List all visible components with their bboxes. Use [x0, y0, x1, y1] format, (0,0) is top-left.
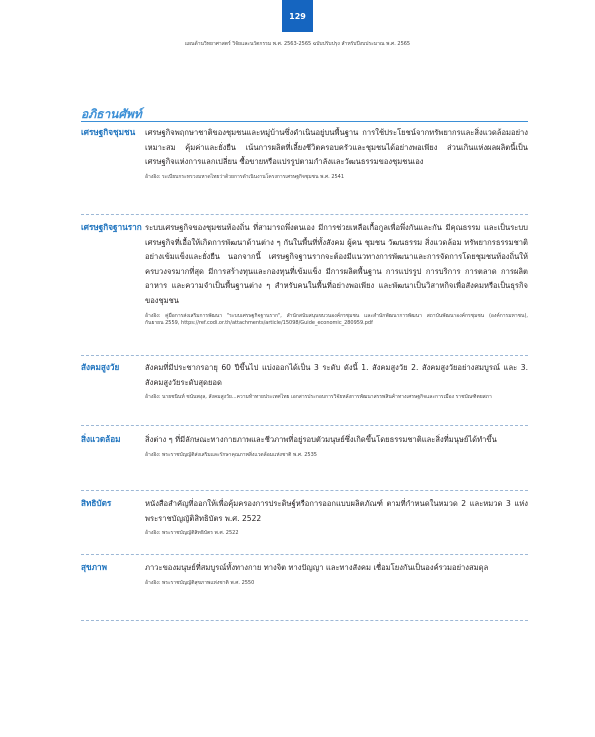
glossary-definition	[145, 361, 528, 402]
page-number-badge: 129	[282, 0, 313, 32]
title-rule	[81, 121, 528, 122]
glossary-definition	[145, 433, 528, 459]
glossary-definition	[145, 221, 528, 327]
glossary-definition	[145, 561, 528, 587]
glossary-term: เศรษฐกิจชุมชน	[81, 127, 136, 137]
definition-text: เศรษฐกิจพฤกษาชาติของชุมชนและหมู่บ้านซึ่งดำเนินอยู่บนพื้นฐาน การใช้ประโยชน์จากทรัพยากรและสิ่งแวดล้อมอย่างเหมาะสม คุ้มค่าและยั่งยืน เน้นการผลิตที่เลี้ยงชีวิตครอบครัวและชุมชนได้อย่างพอเพียง ส่วนเกินแห่งผลผลิตนี้เป็นเศรษฐกิจแห่งการแลกเปลี่ยน ซื้อขายหรือแปรรูปตามกำลังและวัฒนธรรมของชุมชนเอง	[145, 128, 528, 167]
glossary-term: สุขภาพ	[81, 562, 107, 572]
glossary-term: สังคมสูงวัย	[81, 362, 120, 372]
entry-divider	[81, 620, 528, 621]
definition-reference: อ้างอิง: พระราชบัญญัติส่งเสริมและรักษาคุณภาพสิ่งแวดล้อมแห่งชาติ พ.ศ. 2535	[145, 451, 317, 458]
glossary-term: สิ่งแวดล้อม	[81, 434, 121, 444]
glossary-definition	[145, 126, 528, 181]
definition-text: ระบบเศรษฐกิจของชุมชนท้องถิ่น ที่สามารถพึ่งตนเอง มีการช่วยเหลือเกื้อกูลเพื่อพึ่งกันและกัน มีคุณธรรม และเป็นระบบเศรษฐกิจที่เอื้อให้เกิดการพัฒนาด้านต่าง ๆ กันในพื้นที่ทั้งสังคม ผู้คน ชุมชน วัฒนธรรม สิ่งแวดล้อม ทรัพยากรธรรมชาติอย่างเข้มแข็งและยั่งยืน นอกจากนี้ เศรษฐกิจฐานรากจะต้องมีแนวทางการพัฒนาและการจัดการโดยชุมชนท้องถิ่นให้ครบวงจรมากที่สุด มีการสร้างทุนและกองทุนที่เข้มแข็ง มีการผลิตพื้นฐาน การแปรรูป การบริการ การตลาด การผลิตอาหาร และความจำเป็นพื้นฐานต่าง ๆ สำหรับคนในพื้นที่อย่างพอเพียง และพัฒนาเป็นวิสาหกิจเพื่อสังคมหรือเป็นธุรกิจของชุมชน	[145, 223, 528, 305]
glossary-definition	[145, 497, 528, 538]
definition-reference: อ้างอิง: นายชนินท์ ชนันพงุล, สังคมสูงวัย...ความท้าทายประเทศไทย เอกสารประกอบการวิจัยหลังการพัฒนาสรรพสินค้าทางเศรษฐกิจและการเมือง ราชบัณฑิตยสภา	[145, 394, 492, 401]
definition-reference: อ้างอิง: คู่มือการส่งเสริมการพัฒนา "ระบบเศรษฐกิจฐานราก", สำนักสนับสนุนขบวนองค์กรชุมชน และสำนักพัฒนาการพัฒนา สถาบันพัฒนาองค์กรชุมชน (องค์การมหาชน), กันยายน 2559, https://ref.codi.or.th/attachments/article/15098/Guide_economic_280959.pdf	[145, 312, 528, 326]
glossary-term: สิทธิบัตร	[81, 498, 112, 508]
definition-reference: อ้างอิง: พระราชบัญญัติสิทธิบัตร พ.ศ. 2522	[145, 530, 239, 537]
running-header: แผนด้านวิทยาศาสตร์ วิจัยและนวัตกรรม พ.ศ. 2563-2565 ฉบับปรับปรุง สำหรับปีงบประมาณ พ.ศ. 2565	[184, 41, 411, 47]
section-title: อภิธานศัพท์	[81, 107, 142, 121]
definition-reference: อ้างอิง: ระเบียบกระทรวงมหาดไทยว่าด้วยการดำเนินงานโครงการเศรษฐกิจชุมชน พ.ศ. 2541	[145, 173, 345, 180]
definition-reference: อ้างอิง: พระราชบัญญัติสุขภาพแห่งชาติ พ.ศ. 2550	[145, 579, 255, 586]
definition-text: สิ่งต่าง ๆ ที่มีลักษณะทางกายภาพและชีวภาพที่อยู่รอบตัวมนุษย์ซึ่งเกิดขึ้นโดยธรรมชาติและสิ่งที่มนุษย์ได้ทำขึ้น	[145, 435, 497, 444]
glossary-term: เศรษฐกิจฐานราก	[81, 222, 142, 232]
entry-divider	[81, 425, 528, 426]
entry-divider	[81, 490, 528, 491]
entry-divider	[81, 214, 528, 215]
entry-divider	[81, 554, 528, 555]
definition-text: หนังสือสำคัญที่ออกให้เพื่อคุ้มครองการประดิษฐ์หรือการออกแบบผลิตภัณฑ์ ตามที่กำหนดในหมวด 2 และหมวด 3 แห่งพระราชบัญญัติสิทธิบัตร พ.ศ. 2522	[145, 499, 528, 523]
entry-divider	[81, 355, 528, 356]
definition-text: ภาวะของมนุษย์ที่สมบูรณ์ทั้งทางกาย ทางจิต ทางปัญญา และทางสังคม เชื่อมโยงกันเป็นองค์รวมอย่างสมดุล	[145, 563, 489, 572]
definition-text: สังคมที่มีประชากรอายุ 60 ปีขึ้นไป แบ่งออกได้เป็น 3 ระดับ ดังนี้ 1. สังคมสูงวัย 2. สังคมสูงวัยอย่างสมบูรณ์ และ 3. สังคมสูงวัยระดับสุดยอด	[145, 363, 528, 387]
